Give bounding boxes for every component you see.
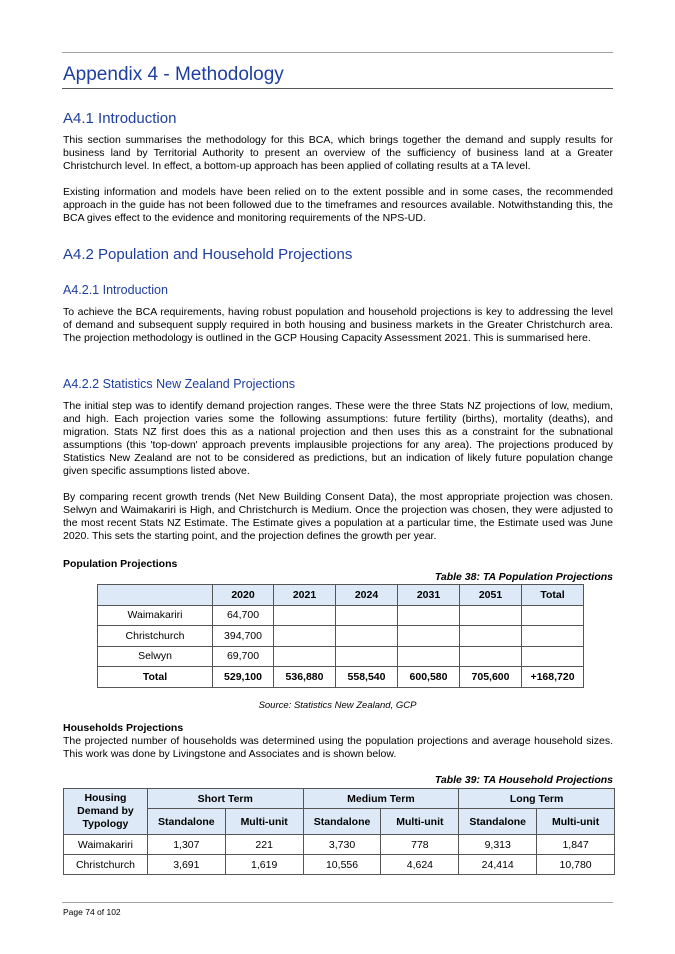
table-row	[64, 855, 615, 875]
title-underline	[62, 88, 613, 89]
column-header: 2024	[336, 585, 398, 606]
table-cell: 1,619	[225, 855, 303, 875]
row-label: Waimakariri	[64, 835, 148, 855]
row-label: Christchurch	[64, 855, 148, 875]
table-cell: 536,880	[274, 667, 336, 688]
column-header: Total	[522, 585, 584, 606]
table-row	[98, 626, 584, 647]
table-row	[64, 835, 615, 855]
subsection-heading-a422: A4.2.2 Statistics New Zealand Projections	[63, 377, 296, 391]
corner-header: Housing Demand by Typology	[64, 789, 148, 835]
table-38-caption: Table 38: TA Population Projections	[434, 571, 613, 583]
table-cell	[460, 646, 522, 667]
table-cell	[274, 626, 336, 647]
table-cell	[336, 646, 398, 667]
table-total-row	[98, 667, 584, 688]
table-cell: 3,691	[147, 855, 225, 875]
table-cell	[522, 605, 584, 626]
group-header: Long Term	[459, 789, 615, 809]
paragraph: The projected number of households was determined using the population projections and average household sizes. This work was done by Livingstone and Associates and is shown below.	[63, 735, 613, 760]
header-rule	[62, 52, 613, 53]
group-header: Short Term	[147, 789, 303, 809]
column-header: Standalone	[459, 809, 537, 835]
table-row	[98, 605, 584, 626]
table-cell	[522, 646, 584, 667]
table-cell	[336, 605, 398, 626]
table-cell: 705,600	[460, 667, 522, 688]
table-cell: 600,580	[398, 667, 460, 688]
table-cell	[460, 626, 522, 647]
column-header	[98, 585, 213, 606]
table-cell	[336, 626, 398, 647]
table-cell: 10,556	[303, 855, 381, 875]
column-header: 2020	[213, 585, 274, 606]
column-header: Multi-unit	[537, 809, 615, 835]
table-row	[98, 646, 584, 667]
group-header: Medium Term	[303, 789, 459, 809]
table-cell	[460, 605, 522, 626]
table-39-caption: Table 39: TA Household Projections	[434, 774, 613, 786]
section-heading-a41: A4.1 Introduction	[63, 110, 177, 127]
table-cell: +168,720	[522, 667, 584, 688]
row-label: Selwyn	[98, 646, 213, 667]
table-header-row	[98, 585, 584, 606]
table-cell: 529,100	[213, 667, 274, 688]
table-cell	[274, 646, 336, 667]
page-number: Page 74 of 102	[63, 907, 121, 917]
table-cell: 3,730	[303, 835, 381, 855]
paragraph: To achieve the BCA requirements, having robust population and household projections is key to addressing the level of demand and subsequent supply required in both housing and business markets in the Greater Christchurch area. The projection methodology is outlined in the GCP Housing Capacity Assessment 2021. This is summarised here.	[63, 306, 613, 344]
table-cell: 24,414	[459, 855, 537, 875]
table-cell: 394,700	[213, 626, 274, 647]
household-projections-table	[63, 788, 615, 875]
table-cell	[522, 626, 584, 647]
population-projections-table	[97, 584, 584, 688]
table-cell: 4,624	[381, 855, 459, 875]
row-label: Total	[98, 667, 213, 688]
paragraph: By comparing recent growth trends (Net New Building Consent Data), the most appropriate projection was chosen. Selwyn and Waimakariri is High, and Christchurch is Medium. Once the projection was chosen, they were adjusted to the most recent Stats NZ Estimate. The Estimate gives a population at a particular time, the Estimate used was June 2020. This sets the starting point, and the projection defines the growth per year.	[63, 491, 613, 542]
table-cell: 558,540	[336, 667, 398, 688]
row-label: Waimakariri	[98, 605, 213, 626]
column-header: Multi-unit	[381, 809, 459, 835]
table-cell: 9,313	[459, 835, 537, 855]
population-projections-label: Population Projections	[63, 558, 178, 570]
column-header: 2051	[460, 585, 522, 606]
table-cell	[398, 605, 460, 626]
table-cell	[398, 626, 460, 647]
column-header: Multi-unit	[225, 809, 303, 835]
column-header: Standalone	[303, 809, 381, 835]
page-title: Appendix 4 - Methodology	[63, 64, 284, 85]
table-cell: 778	[381, 835, 459, 855]
households-projections-label: Households Projections	[63, 722, 184, 734]
section-heading-a42: A4.2 Population and Household Projections	[63, 246, 353, 263]
column-header: 2021	[274, 585, 336, 606]
table-cell: 69,700	[213, 646, 274, 667]
subsection-heading-a421: A4.2.1 Introduction	[63, 283, 168, 297]
table-cell: 10,780	[537, 855, 615, 875]
paragraph: The initial step was to identify demand projection ranges. These were the three Stats NZ projections of low, medium, and high. Each projection varies some the following assumptions: future fertility (births), mortality (deaths), and migration. Stats NZ first does this as a national projection and then uses this as a constraint for the subnational assumptions (this 'top-down' approach prevents implausible projections for any area). The projections produced by Statistics New Zealand are not to be considered as predictions, but an indication of likely future population change given specific assumptions listed above.	[63, 400, 613, 477]
table-cell	[274, 605, 336, 626]
table-source-note: Source: Statistics New Zealand, GCP	[258, 700, 417, 711]
paragraph: This section summarises the methodology for this BCA, which brings together the demand and supply results for business land by Territorial Authority to present an overview of the sufficiency of business land at a Greater Christchurch level. In effect, a bottom-up approach has been applied of collating results at a TA level.	[63, 134, 613, 172]
table-cell: 1,307	[147, 835, 225, 855]
table-cell: 64,700	[213, 605, 274, 626]
paragraph: Existing information and models have been relied on to the extent possible and in some cases, the recommended approach in the guide has not been followed due to the timeframes and resources available. Notwithstanding this, the BCA gives effect to the evidence and monitoring requirements of the NPS-UD.	[63, 186, 613, 224]
table-cell	[398, 646, 460, 667]
footer-rule	[62, 902, 613, 903]
row-label: Christchurch	[98, 626, 213, 647]
column-header: 2031	[398, 585, 460, 606]
table-group-header-row	[64, 789, 615, 809]
table-cell: 221	[225, 835, 303, 855]
column-header: Standalone	[147, 809, 225, 835]
table-cell: 1,847	[537, 835, 615, 855]
